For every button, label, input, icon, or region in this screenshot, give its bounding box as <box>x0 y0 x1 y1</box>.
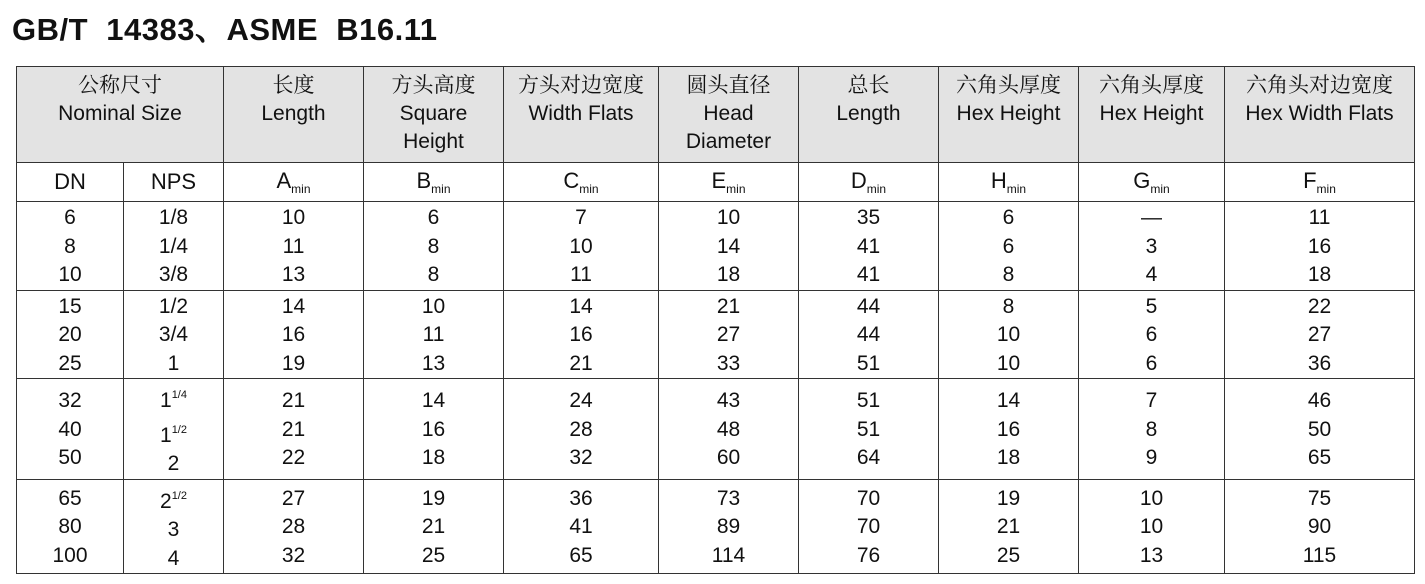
cell-nps: $1^{1/4}$ $1^{1/2}$ 2 <box>124 379 224 480</box>
cell-d: 44 44 51 <box>799 290 939 379</box>
table-row-group <box>17 379 1415 480</box>
subheader-a: $A_{min}$ <box>224 163 364 202</box>
cell-e: 43 48 60 <box>659 379 799 480</box>
cell-g: 10 10 13 <box>1079 479 1225 574</box>
header-row <box>17 67 1415 163</box>
cell-e: 21 27 33 <box>659 290 799 379</box>
cell-nps: $2^{1/2}$ 3 4 <box>124 479 224 574</box>
cell-a: 21 21 22 <box>224 379 364 480</box>
cell-nps: 1/2 3/4 1 <box>124 290 224 379</box>
subheader-dn: DN <box>17 163 124 202</box>
cell-f: 11 16 18 <box>1225 202 1415 291</box>
subheader-row <box>17 163 1415 202</box>
cell-h: 14 16 18 <box>939 379 1079 480</box>
cell-a: 27 28 32 <box>224 479 364 574</box>
subheader-h: $H_{min}$ <box>939 163 1079 202</box>
header-total-length: 总长 Length <box>799 67 939 163</box>
table-row-group <box>17 290 1415 379</box>
cell-nps: 1/8 1/4 3/8 <box>124 202 224 291</box>
subheader-e: $E_{min}$ <box>659 163 799 202</box>
cell-b: 10 11 13 <box>364 290 504 379</box>
cell-a: 14 16 19 <box>224 290 364 379</box>
cell-e: 73 89 114 <box>659 479 799 574</box>
subheader-b: $B_{min}$ <box>364 163 504 202</box>
cell-d: 51 51 64 <box>799 379 939 480</box>
cell-b: 19 21 25 <box>364 479 504 574</box>
cell-dn: 65 80 100 <box>17 479 124 574</box>
cell-d: 35 41 41 <box>799 202 939 291</box>
header-square-height: 方头高度 Square Height <box>364 67 504 163</box>
cell-e: 10 14 18 <box>659 202 799 291</box>
cell-c: 14 16 21 <box>504 290 659 379</box>
cell-g: 7 8 9 <box>1079 379 1225 480</box>
subheader-d: $D_{min}$ <box>799 163 939 202</box>
header-nominal-size: 公称尺寸 Nominal Size <box>17 67 224 163</box>
plug-dimension-table <box>16 66 1415 574</box>
cell-f: 22 27 36 <box>1225 290 1415 379</box>
cell-f: 75 90 115 <box>1225 479 1415 574</box>
header-head-diameter: 圆头直径 Head Diameter <box>659 67 799 163</box>
subheader-nps: NPS <box>124 163 224 202</box>
cell-g: 5 6 6 <box>1079 290 1225 379</box>
cell-dn: 6 8 10 <box>17 202 124 291</box>
subheader-g: $G_{min}$ <box>1079 163 1225 202</box>
header-hex-height-g: 六角头厚度 Hex Height <box>1079 67 1225 163</box>
cell-d: 70 70 76 <box>799 479 939 574</box>
cell-b: 14 16 18 <box>364 379 504 480</box>
subheader-f: $F_{min}$ <box>1225 163 1415 202</box>
cell-dn: 32 40 50 <box>17 379 124 480</box>
cell-h: 6 6 8 <box>939 202 1079 291</box>
cell-h: 19 21 25 <box>939 479 1079 574</box>
cell-b: 6 8 8 <box>364 202 504 291</box>
cell-a: 10 11 13 <box>224 202 364 291</box>
page-title: GB/T 14383、ASME B16.11 <box>12 12 438 47</box>
cell-h: 8 10 10 <box>939 290 1079 379</box>
header-length: 长度 Length <box>224 67 364 163</box>
cell-f: 46 50 65 <box>1225 379 1415 480</box>
subheader-c: $C_{min}$ <box>504 163 659 202</box>
cell-dn: 15 20 25 <box>17 290 124 379</box>
header-width-flats: 方头对边宽度 Width Flats <box>504 67 659 163</box>
cell-g: — 3 4 <box>1079 202 1225 291</box>
table-row-group <box>17 202 1415 291</box>
table-row-group <box>17 479 1415 574</box>
cell-c: 36 41 65 <box>504 479 659 574</box>
header-hex-height-h: 六角头厚度 Hex Height <box>939 67 1079 163</box>
header-hex-width-flats: 六角头对边宽度 Hex Width Flats <box>1225 67 1415 163</box>
cell-c: 24 28 32 <box>504 379 659 480</box>
cell-c: 7 10 11 <box>504 202 659 291</box>
